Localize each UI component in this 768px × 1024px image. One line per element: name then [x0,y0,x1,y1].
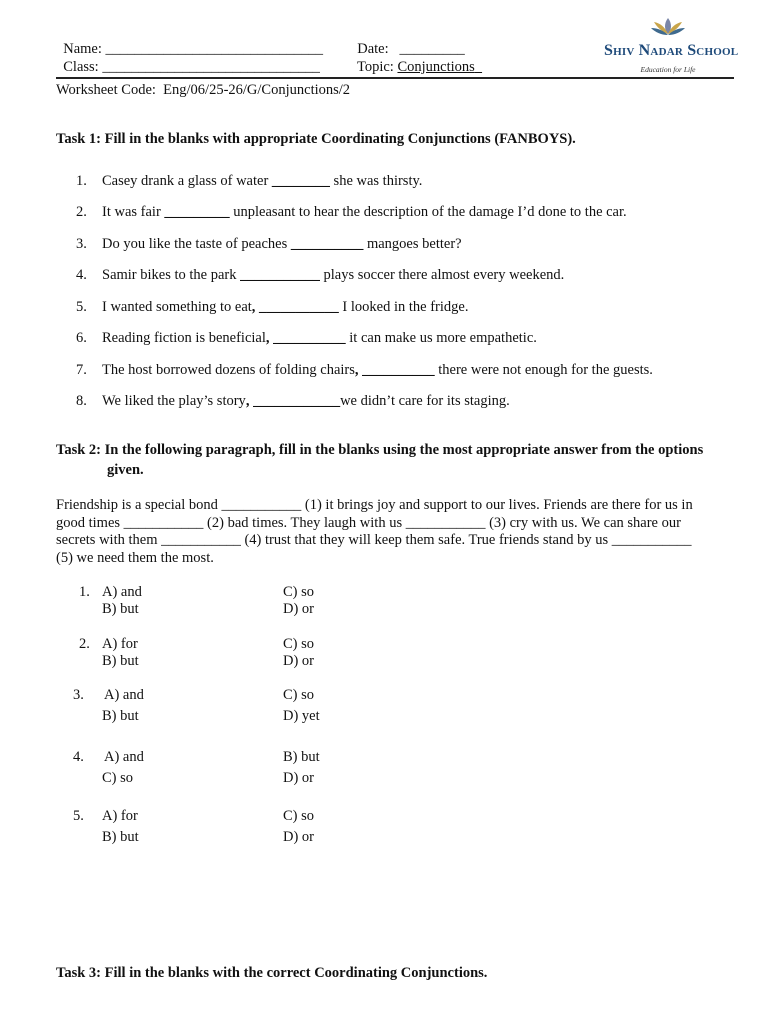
task1-item: 7. The host borrowed dozens of folding chairs, __________ there were not enough for the guests. [76,362,653,378]
task1-item: 4. Samir bikes to the park ___________ plays soccer there almost every weekend. [76,267,565,283]
topic-field [350,42,482,76]
worksheet-code: Worksheet Code: Eng/06/25-26/G/Conjunctions/2 [56,82,351,98]
task3-title: Task 3: Fill in the blanks with the correct Coordinating Conjunctions. [56,965,488,981]
school-name: Shiv Nadar School [604,42,739,59]
task2-title: Task 2: In the following paragraph, fill in the blanks using the most appropriate answer from the options given. [56,442,704,478]
task1-item: 6. Reading fiction is beneficial, __________ it can make us more empathetic. [76,330,537,346]
class-field [56,42,320,76]
date-blank: _________ [399,41,465,57]
name-label: Name: [63,41,102,57]
class-blank: ______________________________ [102,59,320,75]
topic-label: Topic: [357,59,394,75]
task1-title: Task 1: Fill in the blanks with appropriate Coordinating Conjunctions (FANBOYS). [56,131,576,147]
task1-item: 3. Do you like the taste of peaches __________ mangoes better? [76,236,462,252]
header-divider [56,77,734,79]
task1-item: 8. We liked the play’s story, ____________we didn’t care for its staging. [76,393,510,409]
task1-item: 5. I wanted something to eat, ___________ I looked in the fridge. [76,299,469,315]
school-logo [598,14,739,76]
task1-item: 2. It was fair _________ unpleasant to hear the description of the damage I’d done to the car. [76,204,627,220]
date-label: Date: [357,41,389,57]
task1-item: 1. Casey drank a glass of water ________ she was thirsty. [76,173,423,189]
name-blank: ______________________________ [105,41,324,57]
task2-paragraph: Friendship is a special bond ___________ (1) it brings joy and support to our lives. Friends are there for us in good times ___________ (2) bad times. They laugh with us ___________ (3) cry with us. We can share our secrets with them ___________ (4) trust that they will keep them safe. True friends stand by us ___________ (5) we need them the most. [56,497,693,566]
lotus-icon [650,16,686,38]
topic-value: Conjunctions [397,59,475,75]
class-label: Class: [63,59,99,75]
worksheet-page: Name: ______________________________ Class: ______________________________ Date: _________ Topic: Conjunctions Shiv Nadar School Education for Life Worksheet Code: Eng/06/25-26/G/Conjunctions/2 Task 1: Fill in the blanks with appropriate Coordinating Conjunctions (FANBOYS). 1. Casey drank a glass of water ________ she was thirsty. 2. It was fair _________ unpleasant to hear the description of the damage I’d done to the car. 3. Do you like the taste of peaches __________ mangoes better? 4. Samir bikes to the park ___________ plays soccer there almost every weekend. 5. I wanted something to eat, ___________ I looked in the fridge. 6. Reading fiction is beneficial, __________ it can make us more empathetic. 7. The host borrowed dozens of folding chairs, __________ there were not enough for the guests. 8. We liked the play’s story, ____________we didn’t care for its staging. Task 2: In the following paragraph, fill in the blanks using the most appropriate answer from the options given. Friendship is a special bond ___________ (1) it brings joy and support to our lives. Friends are there for us in good times ___________ (2) bad times. They laugh with us ___________ (3) cry with us. We can share our secrets with them ___________ (4) trust that they will keep them safe. True friends stand by us ___________ (5) we need them the most. 1. A) and B) but C) so D) or 2. A) for B) but C) so D) or 3. A) and B) but C) so D) yet 4. A) and C) so B) but D) or 5. A) for B) but C) so D) or Task 3: Fill in the blanks with the correct Coordinating Conjunctions. [0,0,768,1024]
school-tagline: Education for Life [640,65,696,74]
